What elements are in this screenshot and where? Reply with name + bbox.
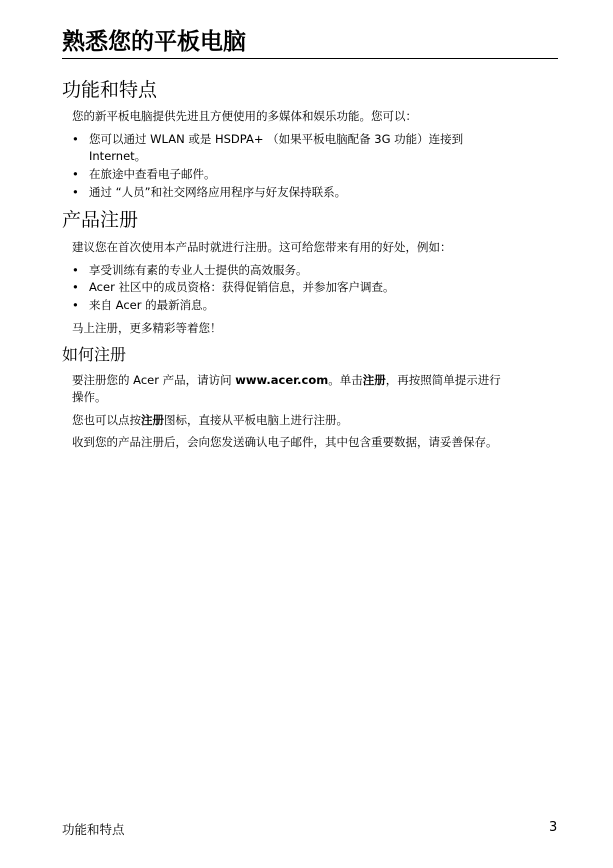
features-bullet-2: 在旅途中查看电子邮件。	[89, 167, 216, 181]
how-to-p1-text-a: 要注册您的 Acer 产品，请访问	[72, 373, 236, 387]
features-intro: 您的新平板电脑提供先进且方便使用的多媒体和娱乐功能。您可以：	[72, 109, 417, 123]
bullet-marker: •	[72, 263, 79, 277]
features-bullet-1-cont: Internet。	[89, 149, 147, 163]
registration-bullet-2: Acer 社区中的成员资格：获得促销信息，并参加客户调查。	[89, 280, 395, 294]
bullet-marker: •	[72, 185, 79, 199]
features-bullet-1: 您可以通过 WLAN 或是 HSDPA+ （如果平板电脑配备 3G 功能）连接到	[89, 132, 464, 146]
acer-website-link[interactable]: www.acer.com	[235, 373, 329, 387]
how-to-paragraph-2	[72, 412, 348, 429]
registration-intro: 建议您在首次使用本产品时就进行注册。这可给您带来有用的好处，例如：	[72, 240, 452, 254]
footer-section-name: 功能和特点	[62, 822, 125, 837]
bullet-marker: •	[72, 298, 79, 312]
bullet-marker: •	[72, 167, 79, 181]
how-to-paragraph-1-cont: 操作。	[72, 390, 107, 404]
how-to-paragraph-1	[72, 372, 501, 389]
register-icon-label: 注册	[141, 413, 164, 427]
registration-bullet-1: 享受训练有素的专业人士提供的高效服务。	[89, 263, 308, 277]
registration-closing: 马上注册，更多精彩等着您！	[72, 321, 222, 335]
registration-heading: 产品注册	[62, 209, 139, 231]
register-label: 注册	[362, 373, 386, 387]
how-to-p1-text-c: ，再按照简单提示进行	[385, 373, 501, 387]
how-to-paragraph-3: 收到您的产品注册后，会向您发送确认电子邮件，其中包含重要数据，请妥善保存。	[72, 435, 498, 449]
features-heading: 功能和特点	[62, 79, 158, 101]
bullet-marker: •	[72, 132, 79, 146]
page-number: 3	[549, 820, 558, 835]
how-to-p2-text-a: 您也可以点按	[72, 413, 141, 427]
page-title: 熟悉您的平板电脑	[62, 27, 558, 59]
how-to-p2-text-b: 图标，直接从平板电脑上进行注册。	[164, 413, 348, 427]
how-to-p1-text-b: 。单击	[328, 373, 363, 387]
bullet-marker: •	[72, 280, 79, 294]
features-bullet-3: 通过 “人员”和社交网络应用程序与好友保持联系。	[89, 185, 347, 199]
registration-bullet-3: 来自 Acer 的最新消息。	[89, 298, 215, 312]
how-to-heading: 如何注册	[62, 345, 127, 364]
